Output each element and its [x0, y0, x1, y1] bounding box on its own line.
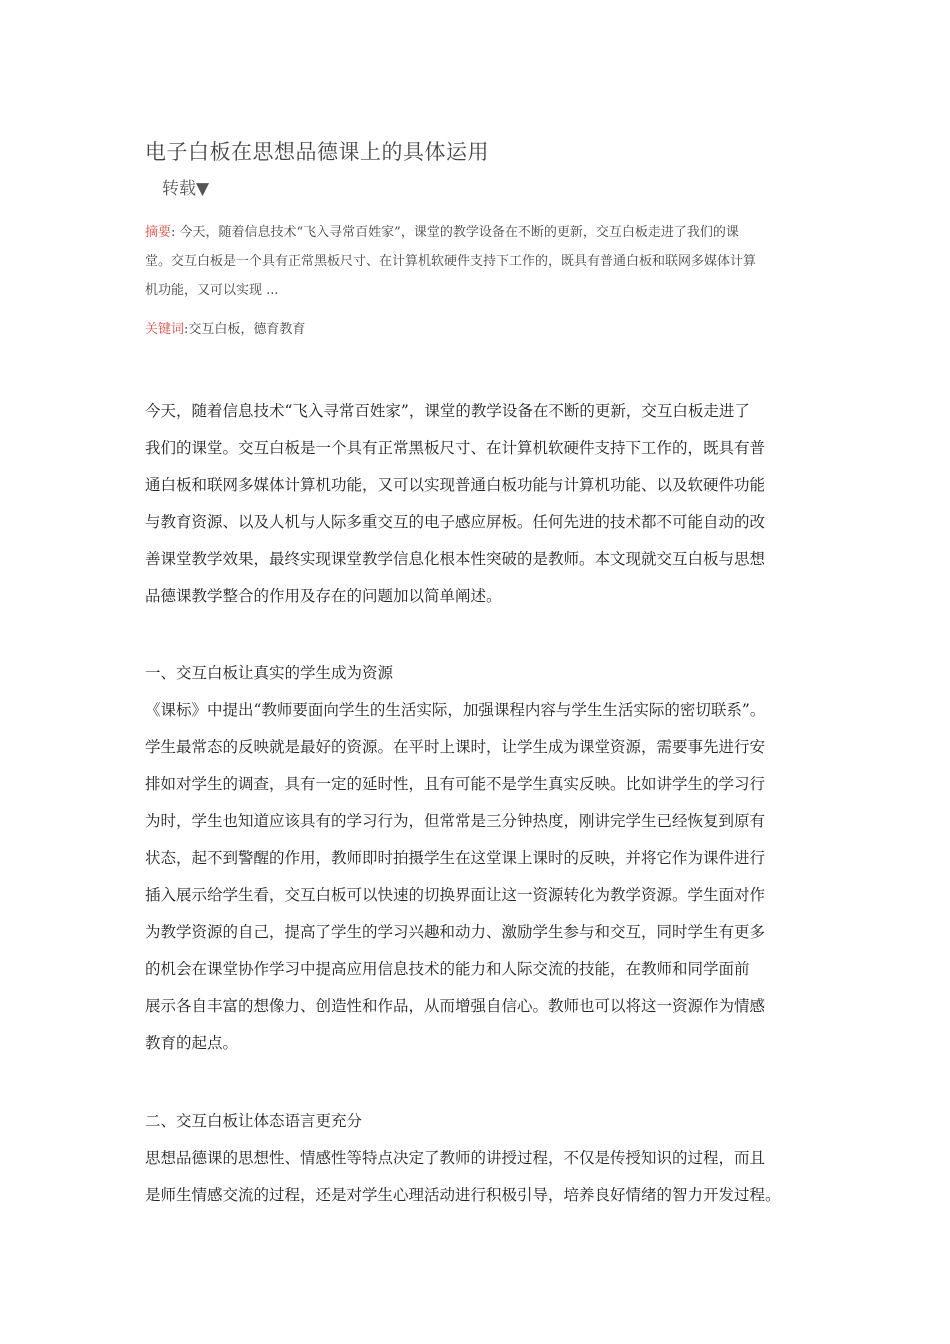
- section1-line-3: 排如对学生的调查，具有一定的延时性，且有可能不是学生真实反映。比如讲学生的学习行: [145, 775, 766, 793]
- intro-line-4: 与教育资源、以及人机与人际多重交互的电子感应屏板。任何先进的技术都不可能自动的改: [145, 513, 766, 531]
- abstract-line-3: 机功能，又可以实现 ...: [145, 283, 279, 298]
- section1-line-7: 为教学资源的自己，提高了学生的学习兴趣和动力、激励学生参与和交互，同时学生有更多: [145, 923, 766, 941]
- section1-line-8: 的机会在课堂协作学习中提高应用信息技术的能力和人际交流的技能，在教师和同学面前: [145, 960, 750, 978]
- abstract-line-2: 堂。交互白板是一个具有正常黑板尺寸、在计算机软硬件支持下工作的，既具有普通白板和联网多媒体计算: [145, 254, 757, 269]
- section1-line-1: 《课标》中提出“教师要面向学生的生活实际，加强课程内容与学生生活实际的密切联系”。: [145, 701, 766, 719]
- intro-line-1: 今天，随着信息技术“飞入寻常百姓家”，课堂的教学设备在不断的更新，交互白板走进了: [145, 402, 750, 420]
- intro-line-5: 善课堂教学效果，最终实现课堂教学信息化根本性突破的是教师。本文现就交互白板与思想: [145, 550, 766, 568]
- abstract-label: 摘要: [145, 225, 172, 240]
- section1-line-4: 为时，学生也知道应该具有的学习行为，但常常是三分钟热度，刚讲完学生已经恢复到原有: [145, 812, 766, 830]
- abstract: [145, 218, 813, 305]
- article-title: 电子白板在思想品德课上的具体运用: [145, 140, 489, 164]
- section1-line-5: 状态，起不到警醒的作用，教师即时拍摄学生在这堂课上课时的反映，并将它作为课件进行: [145, 849, 766, 867]
- intro-line-6: 品德课教学整合的作用及存在的问题加以简单阐述。: [145, 587, 502, 605]
- section1-line-10: 教育的起点。: [145, 1034, 239, 1052]
- keywords-label: 关键词: [145, 322, 185, 337]
- intro-line-3: 通白板和联网多媒体计算机功能，又可以实现普通白板功能与计算机功能、以及软硬件功能: [145, 476, 766, 494]
- section1-line-6: 插入展示给学生看，交互白板可以快速的切换界面让这一资源转化为教学资源。学生面对作: [145, 886, 766, 904]
- abstract-line-1: 摘要: 今天，随着信息技术“飞入寻常百姓家”，课堂的教学设备在不断的更新，交互白板走进了我们的课: [145, 225, 739, 240]
- section1-line-2: 学生最常态的反映就是最好的资源。在平时上课时，让学生成为课堂资源，需要事先进行安: [145, 738, 766, 756]
- repost-dropdown[interactable]: 转载▼: [162, 179, 210, 199]
- intro-line-2: 我们的课堂。交互白板是一个具有正常黑板尺寸、在计算机软硬件支持下工作的，既具有普: [145, 439, 766, 457]
- section1-heading: 一、交互白板让真实的学生成为资源: [145, 664, 394, 682]
- section2-heading: 二、交互白板让体态语言更充分: [145, 1112, 363, 1130]
- keywords-text: :交互白板，德育教育: [184, 322, 306, 337]
- section1-line-9: 展示各自丰富的想像力、创造性和作品，从而增强自信心。教师也可以将这一资源作为情感: [145, 997, 766, 1015]
- section2-line-1: 思想品德课的思想性、情感性等特点决定了教师的讲授过程，不仅是传授知识的过程，而且: [145, 1149, 766, 1167]
- section2-line-2: 是师生情感交流的过程，还是对学生心理活动进行积极引导，培养良好情绪的智力开发过程。: [145, 1186, 781, 1204]
- keywords: [145, 316, 813, 344]
